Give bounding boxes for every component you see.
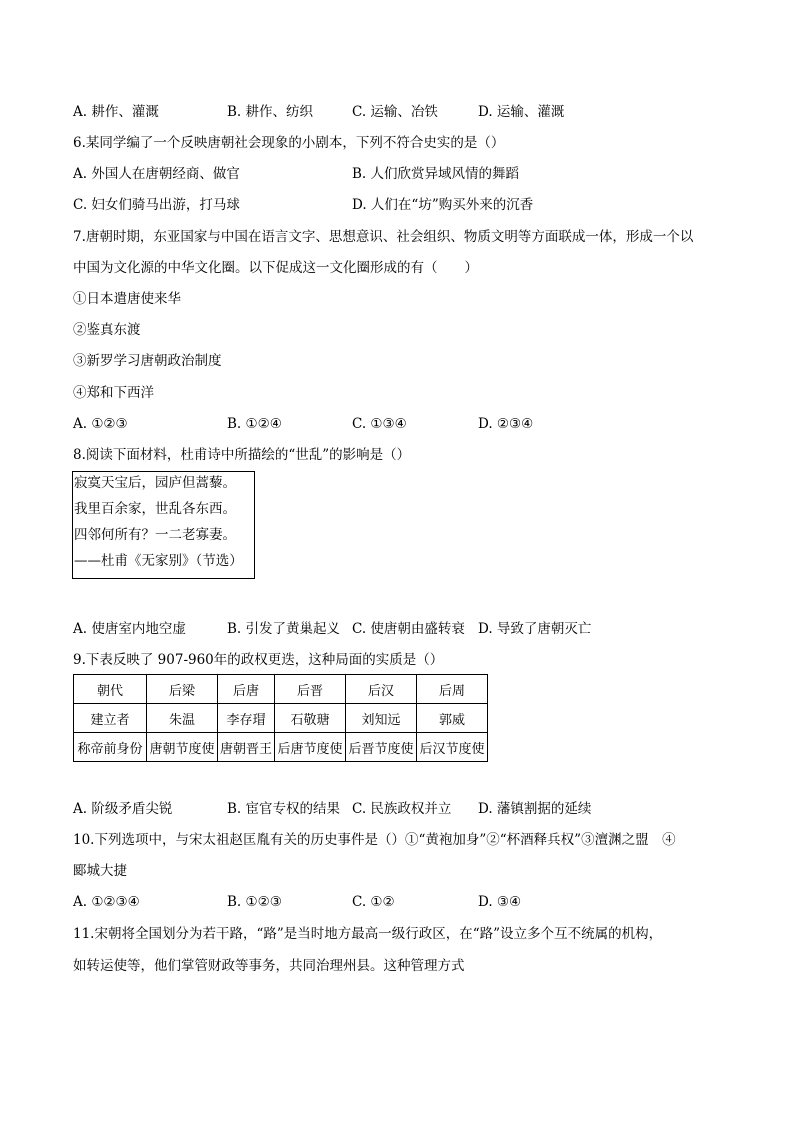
table-cell: 李存瑁 [218,704,275,733]
table-cell: 唐朝晋王 [218,733,275,762]
table-cell: 称帝前身份 [74,733,147,762]
q7-item-1: ①日本遣唐使来华 [73,291,181,307]
q7-item-3: ③新罗学习唐朝政治制度 [73,353,222,369]
q7-option-a: A. ①②③ [73,416,128,432]
q7-option-d: D. ②③④ [478,416,534,432]
q11-stem-line2: 如转运使等，他们掌管财政等事务，共同治理州县。这种管理方式 [73,958,465,974]
q6-option-a: A. 外国人在唐朝经商、做官 [73,166,240,182]
q8-option-b: B. 引发了黄巢起义 [227,621,341,637]
q8-poem-source: ——杜甫《无家别》（节选） [74,553,243,569]
q6-stem: 6.某同学编了一个反映唐朝社会现象的小剧本，下列不符合史实的是（） [73,135,505,151]
table-cell: 后汉节度使 [417,733,488,762]
q8-poem-box [72,471,255,579]
table-cell: 后晋节度使 [346,733,417,762]
q9-option-a: A. 阶级矛盾尖锐 [73,801,173,817]
table-cell: 石敬瑭 [275,704,346,733]
q8-poem-line-3: 四邻何所有？一二老寡妻。 [74,527,236,543]
q10-stem-line2: 郾城大捷 [73,863,127,879]
table-cell: 刘知远 [346,704,417,733]
table-cell: 后汉 [346,675,417,704]
table-cell: 后梁 [147,675,218,704]
q6-option-d: D. 人们在“坊”购买外来的沉香 [352,197,534,213]
q6-option-c: C. 妇女们骑马出游，打马球 [73,197,240,213]
table-cell: 朱温 [147,704,218,733]
q7-item-2: ②鉴真东渡 [73,322,141,338]
table-cell: 唐朝节度使 [147,733,218,762]
table-cell: 后周 [417,675,488,704]
q7-item-4: ④郑和下西洋 [73,385,154,401]
q8-poem-line-2: 我里百余家，世乱各东西。 [74,501,236,517]
table-cell: 后晋 [275,675,346,704]
q10-stem-line1: 10.下列选项中，与宋太祖赵匡胤有关的历史事件是（）①“黄袍加身”②“杯酒释兵权”③澶渊之盟 ④ [73,832,676,848]
table-cell: 郭威 [417,704,488,733]
table-cell: 后唐 [218,675,275,704]
dynasty-table [73,674,488,762]
table-cell: 建立者 [74,704,147,733]
q10-option-d: D. ③④ [478,894,522,910]
q5-option-d: D. 运输、灌溉 [478,104,565,120]
table-cell: 朝代 [74,675,147,704]
q6-option-b: B. 人们欣赏异域风情的舞蹈 [352,166,520,182]
q9-stem: 9.下表反映了 907-960年的政权更迭，这种局面的实质是（） [73,652,444,668]
q7-stem-line2: 中国为文化源的中华文化圈。以下促成这一文化圈形成的有（ ） [73,260,478,276]
q10-option-c: C. ①② [352,894,395,910]
table-row [74,733,488,762]
q9-option-b: B. 宦官专权的结果 [227,801,341,817]
q8-option-d: D. 导致了唐朝灭亡 [478,621,592,637]
q10-option-a: A. ①②③④ [73,894,140,910]
q7-option-c: C. ①③④ [352,416,407,432]
q8-stem: 8.阅读下面材料，杜甫诗中所描绘的“世乱”的影响是（） [73,447,411,463]
q8-option-c: C. 使唐朝由盛转衰 [352,621,465,637]
q5-option-c: C. 运输、冶铁 [352,104,438,120]
q11-stem-line1: 11.宋朝将全国划分为若干路，“路”是当时地方最高一级行政区，在“路”设立多个互不统属的机构， [73,926,663,942]
q7-option-b: B. ①②④ [227,416,282,432]
q5-option-b: B. 耕作、纺织 [227,104,314,120]
q10-option-b: B. ①②③ [227,894,282,910]
table-row [74,704,488,733]
table-cell: 后唐节度使 [275,733,346,762]
q8-option-a: A. 使唐室内地空虚 [73,621,186,637]
q8-poem-line-1: 寂寞天宝后，园庐但蒿藜。 [74,475,236,491]
q9-option-d: D. 藩镇割据的延续 [478,801,592,817]
q7-stem-line1: 7.唐朝时期，东亚国家与中国在语言文字、思想意识、社会组织、物质文明等方面联成一体，形成一个以 [73,229,694,245]
q5-option-a: A. 耕作、灌溉 [73,104,159,120]
table-row [74,675,488,704]
q9-option-c: C. 民族政权并立 [352,801,452,817]
